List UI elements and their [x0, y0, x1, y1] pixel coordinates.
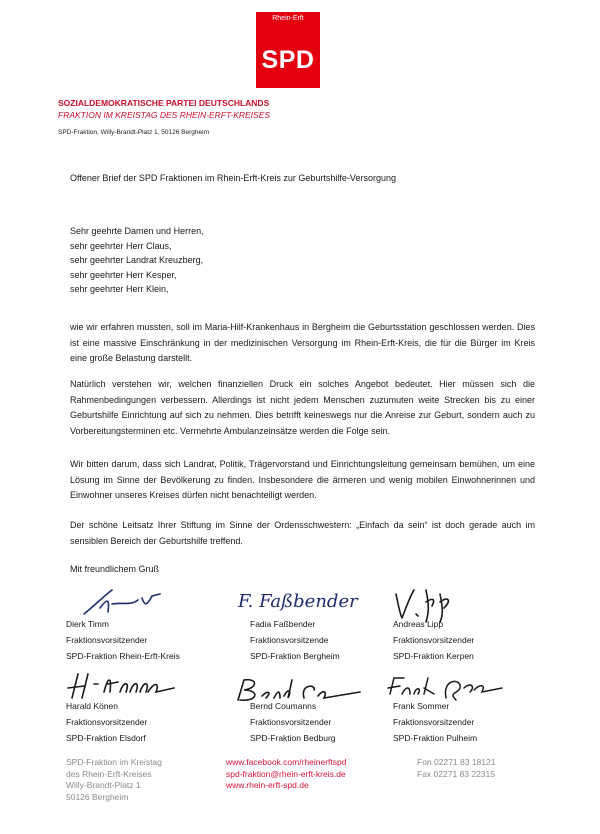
- footer-links: [226, 757, 346, 792]
- body-paragraph: Der schöne Leitsatz Ihrer Stiftung im Sinne der Ordensschwestern: „Einfach da sein“ ist doch gerade auch im sensiblen Bereich der Geburtshilfe treffend.: [70, 520, 535, 546]
- email-link[interactable]: spd-fraktion@rhein-erft-kreis.de: [226, 768, 346, 779]
- signer-block: [250, 698, 336, 746]
- signature-fassbender: F. Faßbender: [238, 591, 358, 612]
- body-paragraph: Wir bitten darum, dass sich Landrat, Politik, Trägervorstand und Einrichtungsleitung gemeinsam bemühen, um eine Lösung im Sinne der Bevölkerung zu finden. Insbesondere die ärmeren und wenig mobilen Einwohnerinnen und Einwohner unseres Kreises dürfen nicht benachteiligt werden.: [70, 459, 535, 500]
- signer-role: Fraktionsvorsitzender: [66, 635, 148, 645]
- spd-logo: [256, 12, 320, 88]
- signer-role: Fraktionsvorsitzender: [66, 717, 148, 727]
- signer-faction: SPD-Fraktion Bergheim: [250, 651, 340, 661]
- salutation-line: sehr geehrter Herr Klein,: [70, 284, 169, 294]
- signature-koenen: [64, 668, 184, 702]
- return-address: SPD-Fraktion, Willy-Brandt-Platz 1, 50126 Bergheim: [58, 129, 210, 136]
- signer-name: Fadia Faßbender: [250, 619, 316, 629]
- footer-address-line: Willy-Brandt-Platz 1: [66, 780, 141, 790]
- footer-address-line: 50126 Bergheim: [66, 791, 129, 802]
- footer-address-line: des Rhein-Erft-Kreises: [66, 768, 152, 779]
- footer-contact: [417, 757, 495, 780]
- logo-text: SPD: [261, 46, 315, 74]
- signer-faction: SPD-Fraktion Kerpen: [393, 651, 474, 661]
- signer-block: [66, 616, 180, 664]
- fax-number: Fax 02271 83 22315: [417, 768, 495, 779]
- signer-name: Bernd Coumanns: [250, 701, 317, 711]
- signer-block: [393, 616, 474, 664]
- letter-subject: Offener Brief der SPD Fraktionen im Rhein-Erft-Kreis zur Geburtshilfe-Versorgung: [70, 173, 396, 183]
- signer-role: Fraktionsvorsitzender: [393, 717, 475, 727]
- salutation: [70, 224, 204, 297]
- salutation-line: sehr geehrter Herr Claus,: [70, 240, 172, 251]
- closing: Mit freundlichem Gruß: [70, 564, 160, 574]
- signer-name: Frank Sommer: [393, 701, 450, 711]
- signer-name: Harald Könen: [66, 701, 118, 711]
- salutation-line: sehr geehrter Landrat Kreuzberg,: [70, 255, 204, 265]
- facebook-link[interactable]: www.facebook.com/rheinerftspd: [226, 757, 347, 767]
- signer-name: Andreas Lipp: [393, 619, 444, 629]
- signer-block: [250, 616, 340, 664]
- salutation-line: sehr geehrter Herr Kesper,: [70, 269, 177, 280]
- signer-faction: SPD-Fraktion Rhein-Erft-Kreis: [66, 651, 180, 661]
- footer-address-line: SPD-Fraktion im Kreistag: [66, 757, 162, 767]
- signer-block: [66, 698, 147, 746]
- signer-block: [393, 698, 477, 746]
- signer-name: Dierk Timm: [66, 619, 109, 629]
- footer-address: [66, 757, 162, 803]
- signer-role: Fraktionsvorsitzender: [250, 717, 332, 727]
- body-paragraph: wie wir erfahren mussten, soll im Maria-Hilf-Krankenhaus in Bergheim die Geburtsstation geschlossen werden. Dies ist eine massive Einschränkung in der medizinischen Versorgung im Rhein-Erft-Kreis, die für die Bürger im Kreis eine große Belastung darstellt.: [70, 322, 535, 363]
- party-name: SOZIALDEMOKRATISCHE PARTEI DEUTSCHLANDS: [58, 98, 270, 108]
- signer-faction: SPD-Fraktion Bedburg: [250, 733, 336, 743]
- website-link[interactable]: www.rhein-erft-spd.de: [226, 780, 309, 790]
- signer-role: Fraktionsvorsitzender: [393, 635, 475, 645]
- logo-region: Rhein-Erft: [272, 15, 304, 22]
- salutation-line: Sehr geehrte Damen und Herren,: [70, 226, 204, 236]
- signer-role: Fraktionsvorsitzende: [250, 635, 329, 645]
- signer-faction: SPD-Fraktion Pulheim: [393, 733, 478, 743]
- faction-name: FRAKTION IM KREISTAG DES RHEIN-ERFT-KREISES: [58, 110, 271, 120]
- phone-number: Fon 02271 83 18121: [417, 757, 496, 767]
- body-paragraph: Natürlich verstehen wir, welchen finanziellen Druck ein solches Angebot bedeutet. Hier müssen sich die Rahmenbedingungen verbessern. Allerdings ist nicht jedem Menschen zuzumuten weite Strecken bis zu einer Geburtshilfe Einrichtung auf sich zu nehmen. Dies betrifft keineswegs nur die Anreise zur Geburt, sondern auch zu Vorbereitungsterminen etc. Vermehrte Ambulanzeinsätze werden die Folge sein.: [70, 379, 535, 436]
- signer-faction: SPD-Fraktion Elsdorf: [66, 733, 146, 743]
- signature-timm: [82, 586, 172, 620]
